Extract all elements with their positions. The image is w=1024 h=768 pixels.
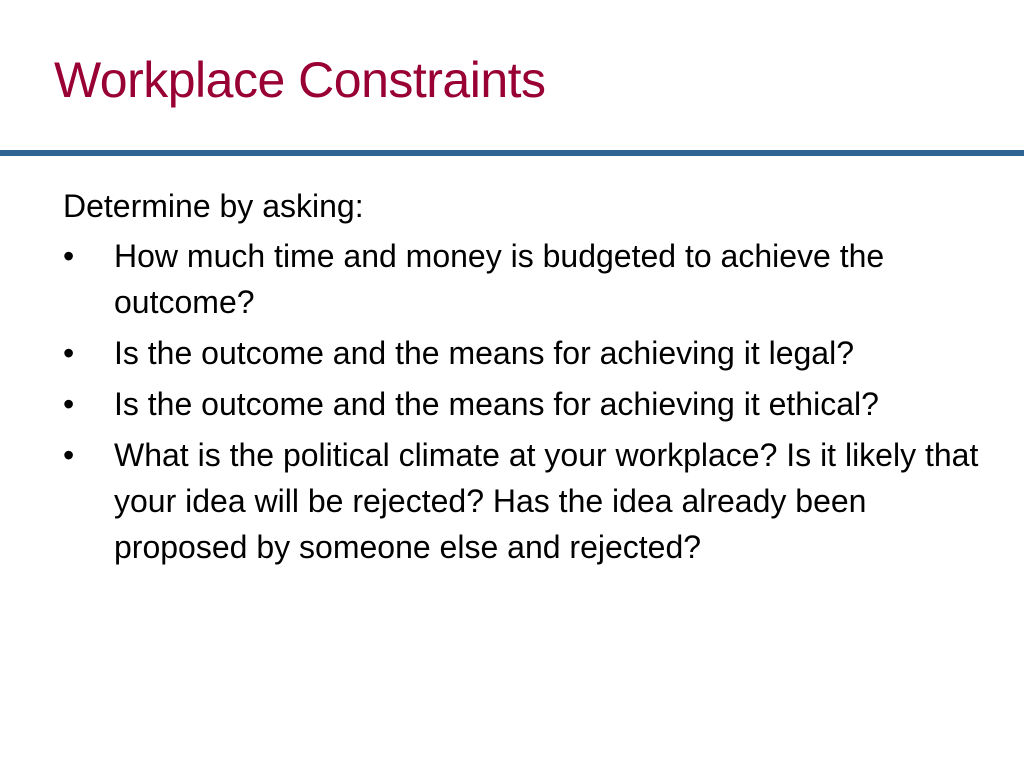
bullet-icon: •	[63, 335, 75, 371]
bullet-text: Is the outcome and the means for achieving it legal?	[114, 335, 854, 371]
bullet-item	[63, 381, 983, 427]
bullet-item	[63, 432, 983, 570]
title-divider	[0, 150, 1024, 156]
slide-title: Workplace Constraints	[54, 52, 546, 108]
intro-text: Determine by asking:	[63, 188, 364, 224]
bullet-item	[63, 233, 983, 325]
bullet-item	[63, 330, 983, 376]
bullet-icon: •	[63, 386, 75, 422]
bullet-text: What is the political climate at your workplace? Is it likely that your idea will be rejected? Has the idea already been proposed by someone else and rejected?	[114, 437, 979, 565]
bullet-text: How much time and money is budgeted to achieve the outcome?	[114, 238, 885, 320]
bullet-icon: •	[63, 238, 75, 274]
bullet-text: Is the outcome and the means for achieving it ethical?	[114, 386, 879, 422]
bullet-icon: •	[63, 437, 75, 473]
bullet-list	[63, 233, 983, 570]
slide-content	[63, 183, 983, 575]
